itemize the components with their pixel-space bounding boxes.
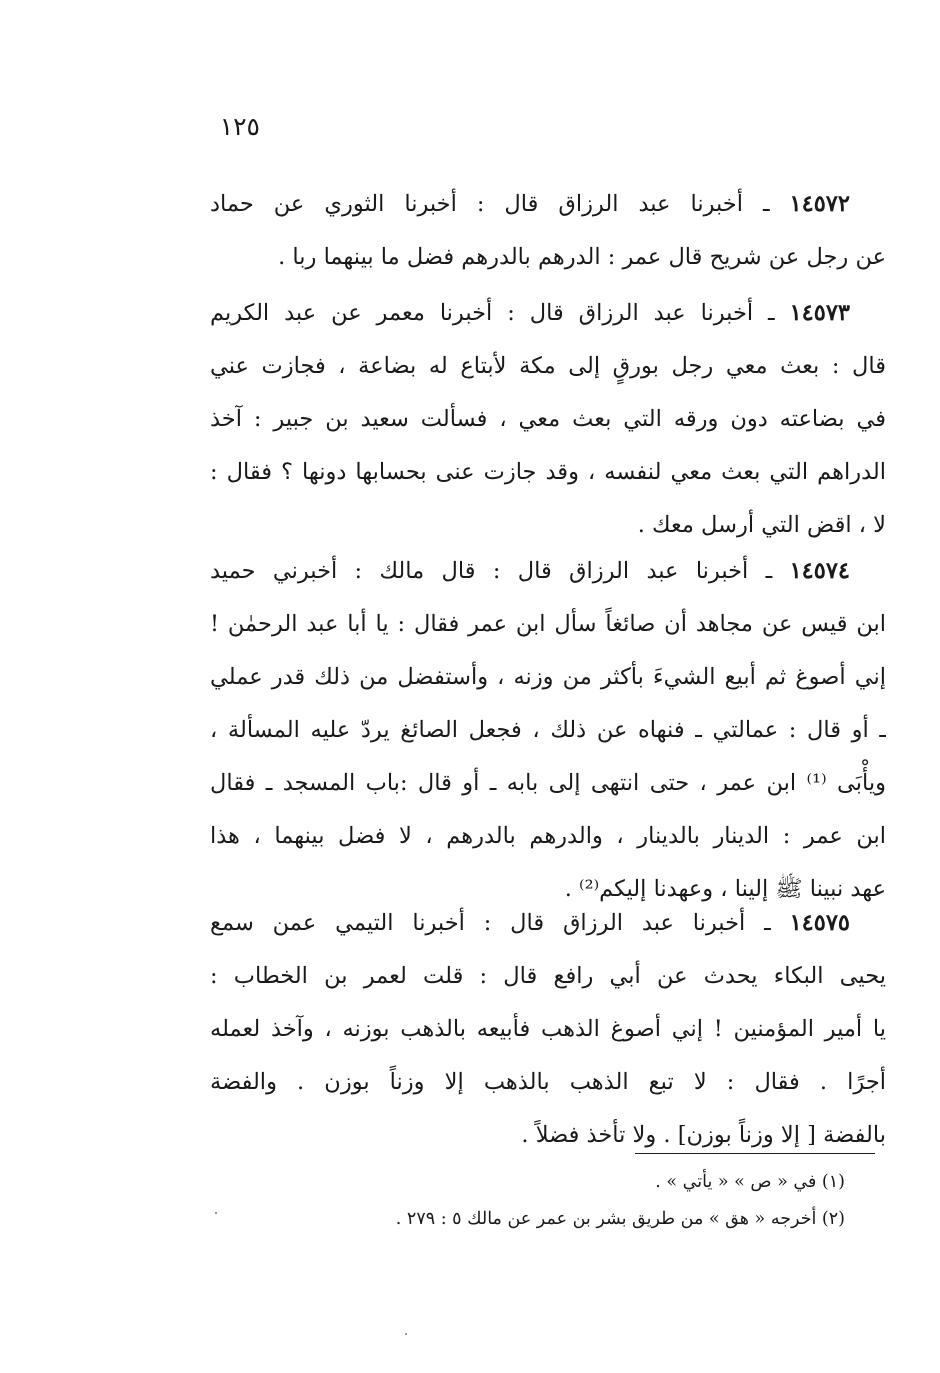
hadith-number: ١٤٥٧٤ bbox=[789, 558, 851, 584]
entry-line: ـ أو قال : عمالتي ـ فنهاه عن ذلك ، فجعل الصائغ يردّ عليه المسألة ، bbox=[210, 717, 886, 743]
entry-line: ابن قيس عن مجاهد أن صائغاً سأل ابن عمر فقال : يا أبا عبد الرحمٰن ! bbox=[210, 611, 886, 637]
entry-line: قال : بعث معي رجل بورقٍ إلى مكة لأبتاع له بضاعة ، فجازت عني bbox=[210, 353, 886, 379]
entry-text: ـ أخبرنا عبد الرزاق قال : أخبرنا التيمي عمن سمع bbox=[210, 910, 771, 936]
scan-speck bbox=[215, 1212, 217, 1214]
hadith-entry-14574 bbox=[210, 545, 886, 916]
footnote-divider bbox=[635, 1153, 875, 1154]
hadith-number: ١٤٥٧٣ bbox=[789, 300, 850, 326]
entry-line: ابن عمر : الدينار بالدينار ، والدرهم بالدرهم ، لا فضل بينهما ، هذا bbox=[210, 823, 886, 849]
entry-text: ـ أخبرنا عبد الرزاق قال : أخبرنا معمر عن عبد الكريم bbox=[210, 300, 775, 326]
footnote-2: (٢) أخرجه « هق » من طريق بشر بن عمر عن مالك ٥ : ٢٧٩ . bbox=[395, 1209, 845, 1229]
entry-text: ـ أخبرنا عبد الرزاق قال : قال مالك : أخبرني حميد bbox=[210, 558, 773, 584]
entry-line: بالفضة [ إلا وزناً بوزن] . ولا تأخذ فضلاً . bbox=[521, 1122, 886, 1148]
entry-line: يحيى البكاء يحدث عن أبي رافع قال : قلت لعمر بن الخطاب : bbox=[210, 963, 886, 989]
hadith-entry-14572 bbox=[210, 178, 886, 284]
hadith-entry-14575 bbox=[210, 897, 886, 1162]
entry-line: لا ، اقض التي أرسل معك . bbox=[637, 512, 886, 538]
hadith-number: ١٤٥٧٢ bbox=[789, 191, 850, 217]
entry-line: يا أمير المؤمنين ! إني أصوغ الذهب فأبيعه بالذهب بوزنه ، وآخذ لعمله bbox=[210, 1016, 886, 1042]
page-number: ١٢٥ bbox=[219, 112, 260, 141]
entry-first-line bbox=[210, 545, 886, 598]
hadith-entry-14573 bbox=[210, 287, 886, 552]
entry-line: أجرًا . فقال : لا تبع الذهب بالذهب إلا وزناً بوزن . والفضة bbox=[210, 1069, 886, 1095]
entry-line: الدراهم التي بعث معي لنفسه ، وقد جازت عنى بحسابها دونها ؟ فقال : bbox=[210, 459, 886, 485]
entry-line: إني أصوغ ثم أبيع الشيءَ بأكثر من وزنه ، وأستفضل من ذلك قدر عملي bbox=[210, 664, 886, 690]
entry-first-line bbox=[210, 897, 886, 950]
entry-line: ويأْبَى ⁽¹⁾ ابن عمر ، حتى انتهى إلى بابه ـ أو قال :باب المسجد ـ فقال bbox=[210, 770, 886, 796]
entry-line: عهد نبينا ﷺ إلينا ، وعهدنا إليكم⁽²⁾ . bbox=[564, 876, 886, 902]
scan-speck bbox=[405, 1333, 407, 1335]
entry-line: عن رجل عن شريح قال عمر : الدرهم بالدرهم فضل ما بينهما ربا . bbox=[278, 244, 886, 270]
hadith-number: ١٤٥٧٥ bbox=[789, 910, 850, 936]
entry-first-line bbox=[210, 178, 886, 231]
entry-text: ـ أخبرنا عبد الرزاق قال : أخبرنا الثوري عن حماد bbox=[210, 191, 770, 217]
entry-first-line bbox=[210, 287, 886, 340]
footnote-1: (١) في « ص » « يأتي » . bbox=[655, 1172, 845, 1192]
entry-line: في بضاعته دون ورقه التي بعث معي ، فسألت سعيد بن جبير : آخذ bbox=[210, 406, 886, 432]
